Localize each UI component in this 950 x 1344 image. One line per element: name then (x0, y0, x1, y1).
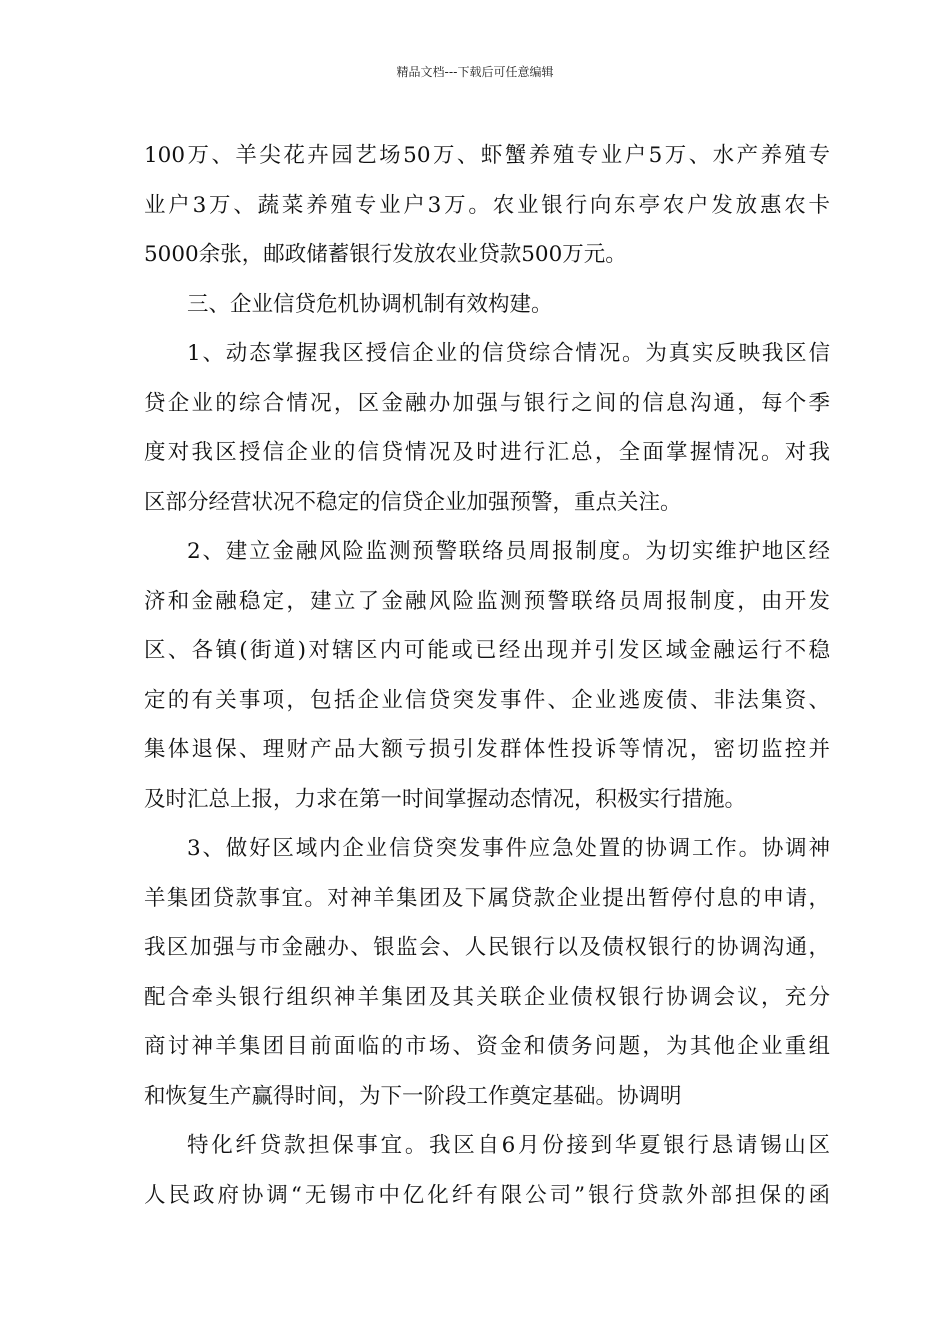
text-line: 及时汇总上报，力求在第一时间掌握动态情况，积极实行措施。 (144, 786, 747, 812)
text-line: 度对我区授信企业的信贷情况及时进行汇总，全面掌握情况。对我 (144, 440, 830, 465)
text-line: 济和金融稳定，建立了金融风险监测预警联络员周报制度，由开发 (144, 588, 830, 614)
text-line: 业户3万、蔬菜养殖专业户3万。农业银行向东亭农户发放惠农卡 (144, 192, 830, 218)
text-line: 5000余张，邮政储蓄银行发放农业贷款500万元。 (144, 242, 627, 267)
page-header: 精品文档---下载后可任意编辑 (396, 65, 554, 79)
text-line: 集体退保、理财产品大额亏损引发群体性投诉等情况，密切监控并 (144, 737, 830, 762)
text-line: 区部分经营状况不稳定的信贷企业加强预警，重点关注。 (144, 489, 682, 515)
body-text (144, 131, 830, 1220)
text-line: 配合牵头银行组织神羊集团及其关联企业债权银行协调会议，充分 (144, 984, 830, 1010)
text-line: 区、各镇(街道)对辖区内可能或已经出现并引发区域金融运行不稳 (144, 638, 830, 663)
text-line: 和恢复生产赢得时间，为下一阶段工作奠定基础。协调明 (144, 1083, 682, 1109)
text-line: 100万、羊尖花卉园艺场50万、虾蟹养殖专业户5万、水产养殖专 (144, 143, 830, 168)
text-line: 特化纤贷款担保事宜。我区自6月份接到华夏银行恳请锡山区 (187, 1133, 830, 1158)
text-line: 定的有关事项，包括企业信贷突发事件、企业逃废债、非法集资、 (144, 687, 830, 713)
text-line: 2、建立金融风险监测预警联络员周报制度。为切实维护地区经 (187, 539, 830, 564)
text-line: 人民政府协调“无锡市中亿化纤有限公司”银行贷款外部担保的函 (144, 1182, 830, 1208)
text-line: 贷企业的综合情况，区金融办加强与银行之间的信息沟通，每个季 (144, 390, 830, 416)
text-line: 三、企业信贷危机协调机制有效构建。 (187, 291, 553, 317)
text-line: 羊集团贷款事宜。对神羊集团及下属贷款企业提出暂停付息的申请， (144, 885, 830, 911)
text-line: 我区加强与市金融办、银监会、人民银行以及债权银行的协调沟通， (144, 935, 830, 960)
text-line: 3、做好区域内企业信贷突发事件应急处置的协调工作。协调神 (187, 836, 830, 861)
text-line: 商讨神羊集团目前面临的市场、资金和债务问题，为其他企业重组 (144, 1034, 830, 1059)
text-line: 1、动态掌握我区授信企业的信贷综合情况。为真实反映我区信 (187, 341, 830, 366)
